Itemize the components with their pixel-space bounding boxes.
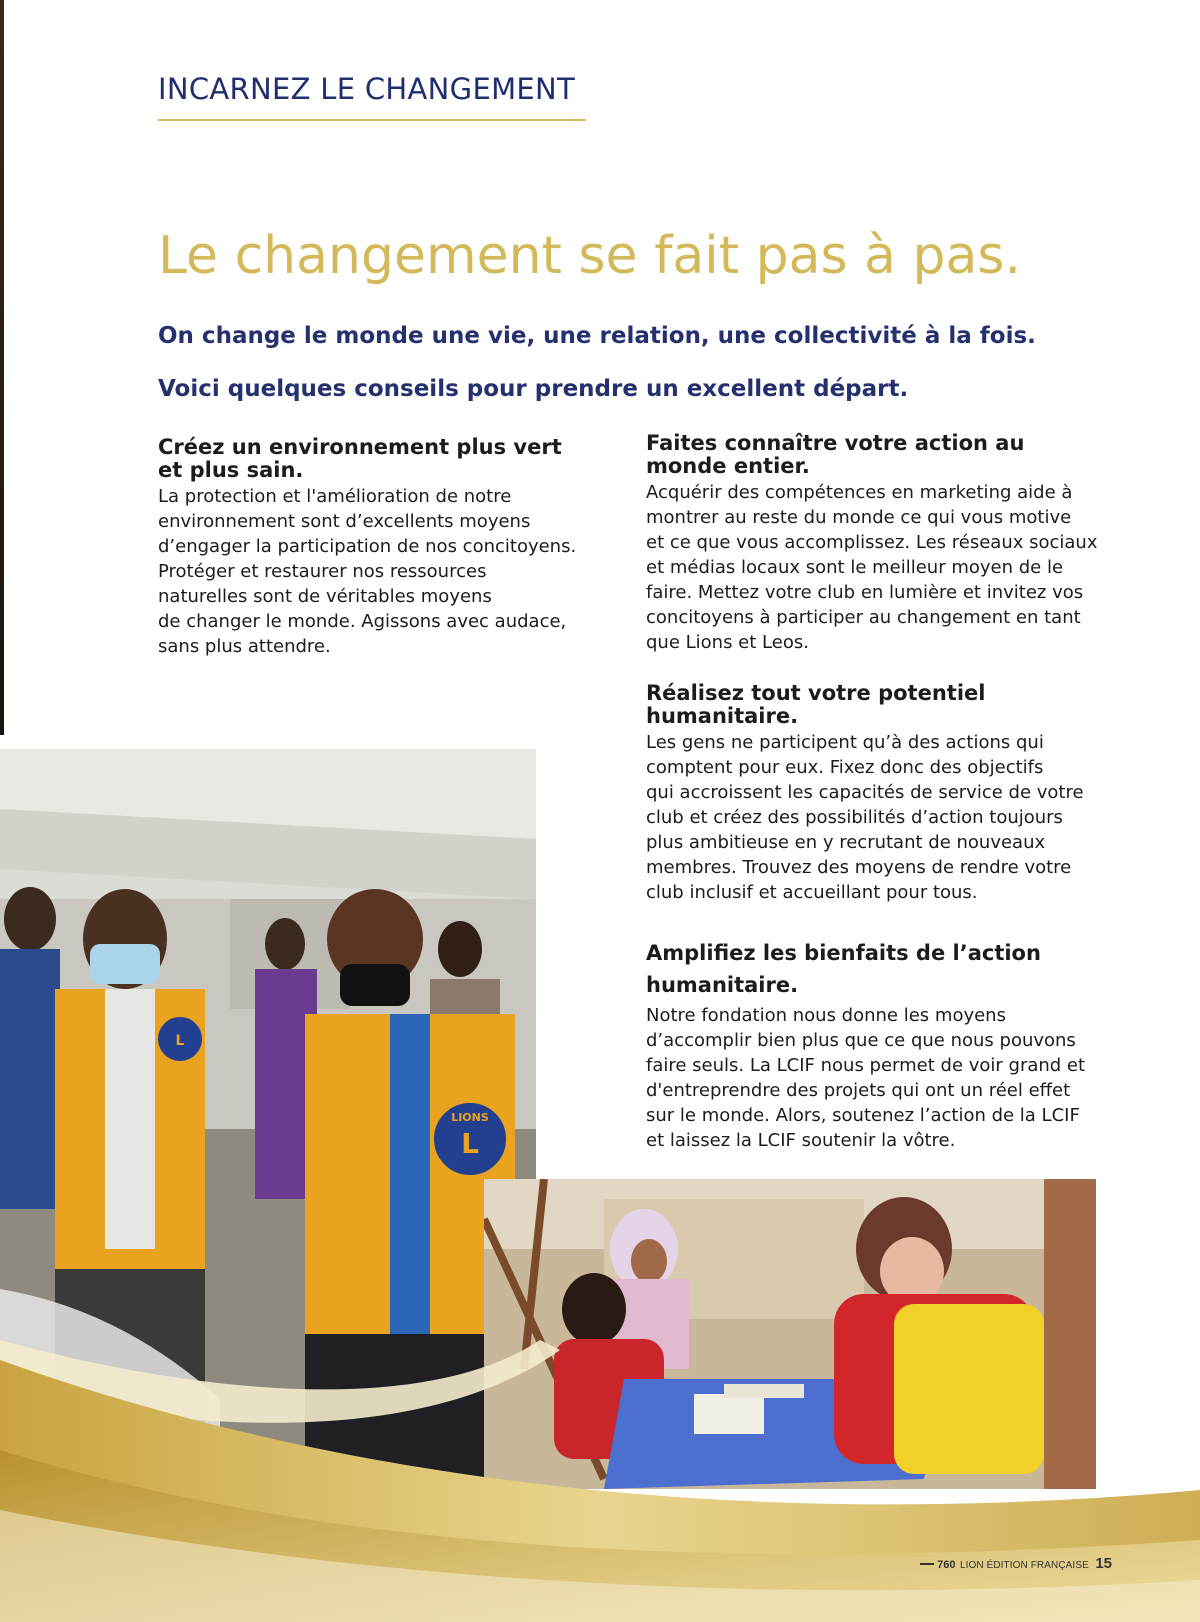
tip-amplify-impact [646,937,1116,1153]
subtitle-1: On change le monde une vie, une relation, une collectivité à la fois. [158,323,1036,349]
page-footer [920,1555,1112,1573]
tip-heading: Créez un environnement plus vert et plus sain. [158,435,562,482]
tip-share-action [646,432,1116,655]
tip-humanitarian-potential [646,682,1116,905]
page-edge-strip [0,0,4,735]
tip-body: Notre fondation nous donne les moyens d’accomplir bien plus que ce que nous pouvons faire seuls. La LCIF nous permet de voir grand et d'entreprendre des projets qui ont un réel effet sur le monde. Alors, soutenez l’action de la LCIF et laissez la LCIF soutenir la vôtre. [646,1005,1086,1151]
subtitle-2: Voici quelques conseils pour prendre un excellent départ. [158,376,909,402]
tip-body: Les gens ne participent qu’à des actions qui comptent pour eux. Fixez donc des objectifs qui accroissent les capacités de service de votre club et créez des possibilités d’action toujours plus ambitieuse en y recrutant de nouveaux membres. Trouvez des moyens de rendre votre club inclusif et accueillant pour tous. [646,732,1084,903]
edition-name: LION ÉDITION FRANÇAISE [959,1560,1089,1571]
footer-dash [920,1563,934,1565]
tip-heading: Réalisez tout votre potentiel humanitaire. [646,681,986,728]
tip-heading: Faites connaître votre action au monde entier. [646,431,1025,478]
svg-text:L: L [175,1033,185,1049]
vest-badge-text: LIONS [451,1111,489,1124]
tip-green-environment [158,436,598,659]
page-number: 15 [1095,1555,1112,1572]
tip-body: Acquérir des compétences en marketing aide à montrer au reste du monde ce qui vous motive et ce que vous accomplissez. Les réseaux sociaux et médias locaux sont le meilleur moyen de le faire. Mettez votre club en lumière et invitez vos concitoyens à participer au changement en tant que Lions et Leos. [646,482,1098,653]
header-underline [158,119,586,121]
tip-body: La protection et l'amélioration de notre environnement sont d’excellents moyens d’engager la participation de nos concitoyens. Protéger et restaurer nos ressources naturelles sont de véritables moyens de changer le monde. Agissons avec audace, sans plus attendre. [158,486,577,657]
issue-number: 760 [937,1559,956,1571]
page-title: Le changement se fait pas à pas. [158,226,1022,286]
svg-text:L: L [461,1127,479,1160]
section-header: INCARNEZ LE CHANGEMENT [158,72,576,106]
tip-heading: Amplifiez les bienfaits de l’action humanitaire. [646,941,1041,997]
